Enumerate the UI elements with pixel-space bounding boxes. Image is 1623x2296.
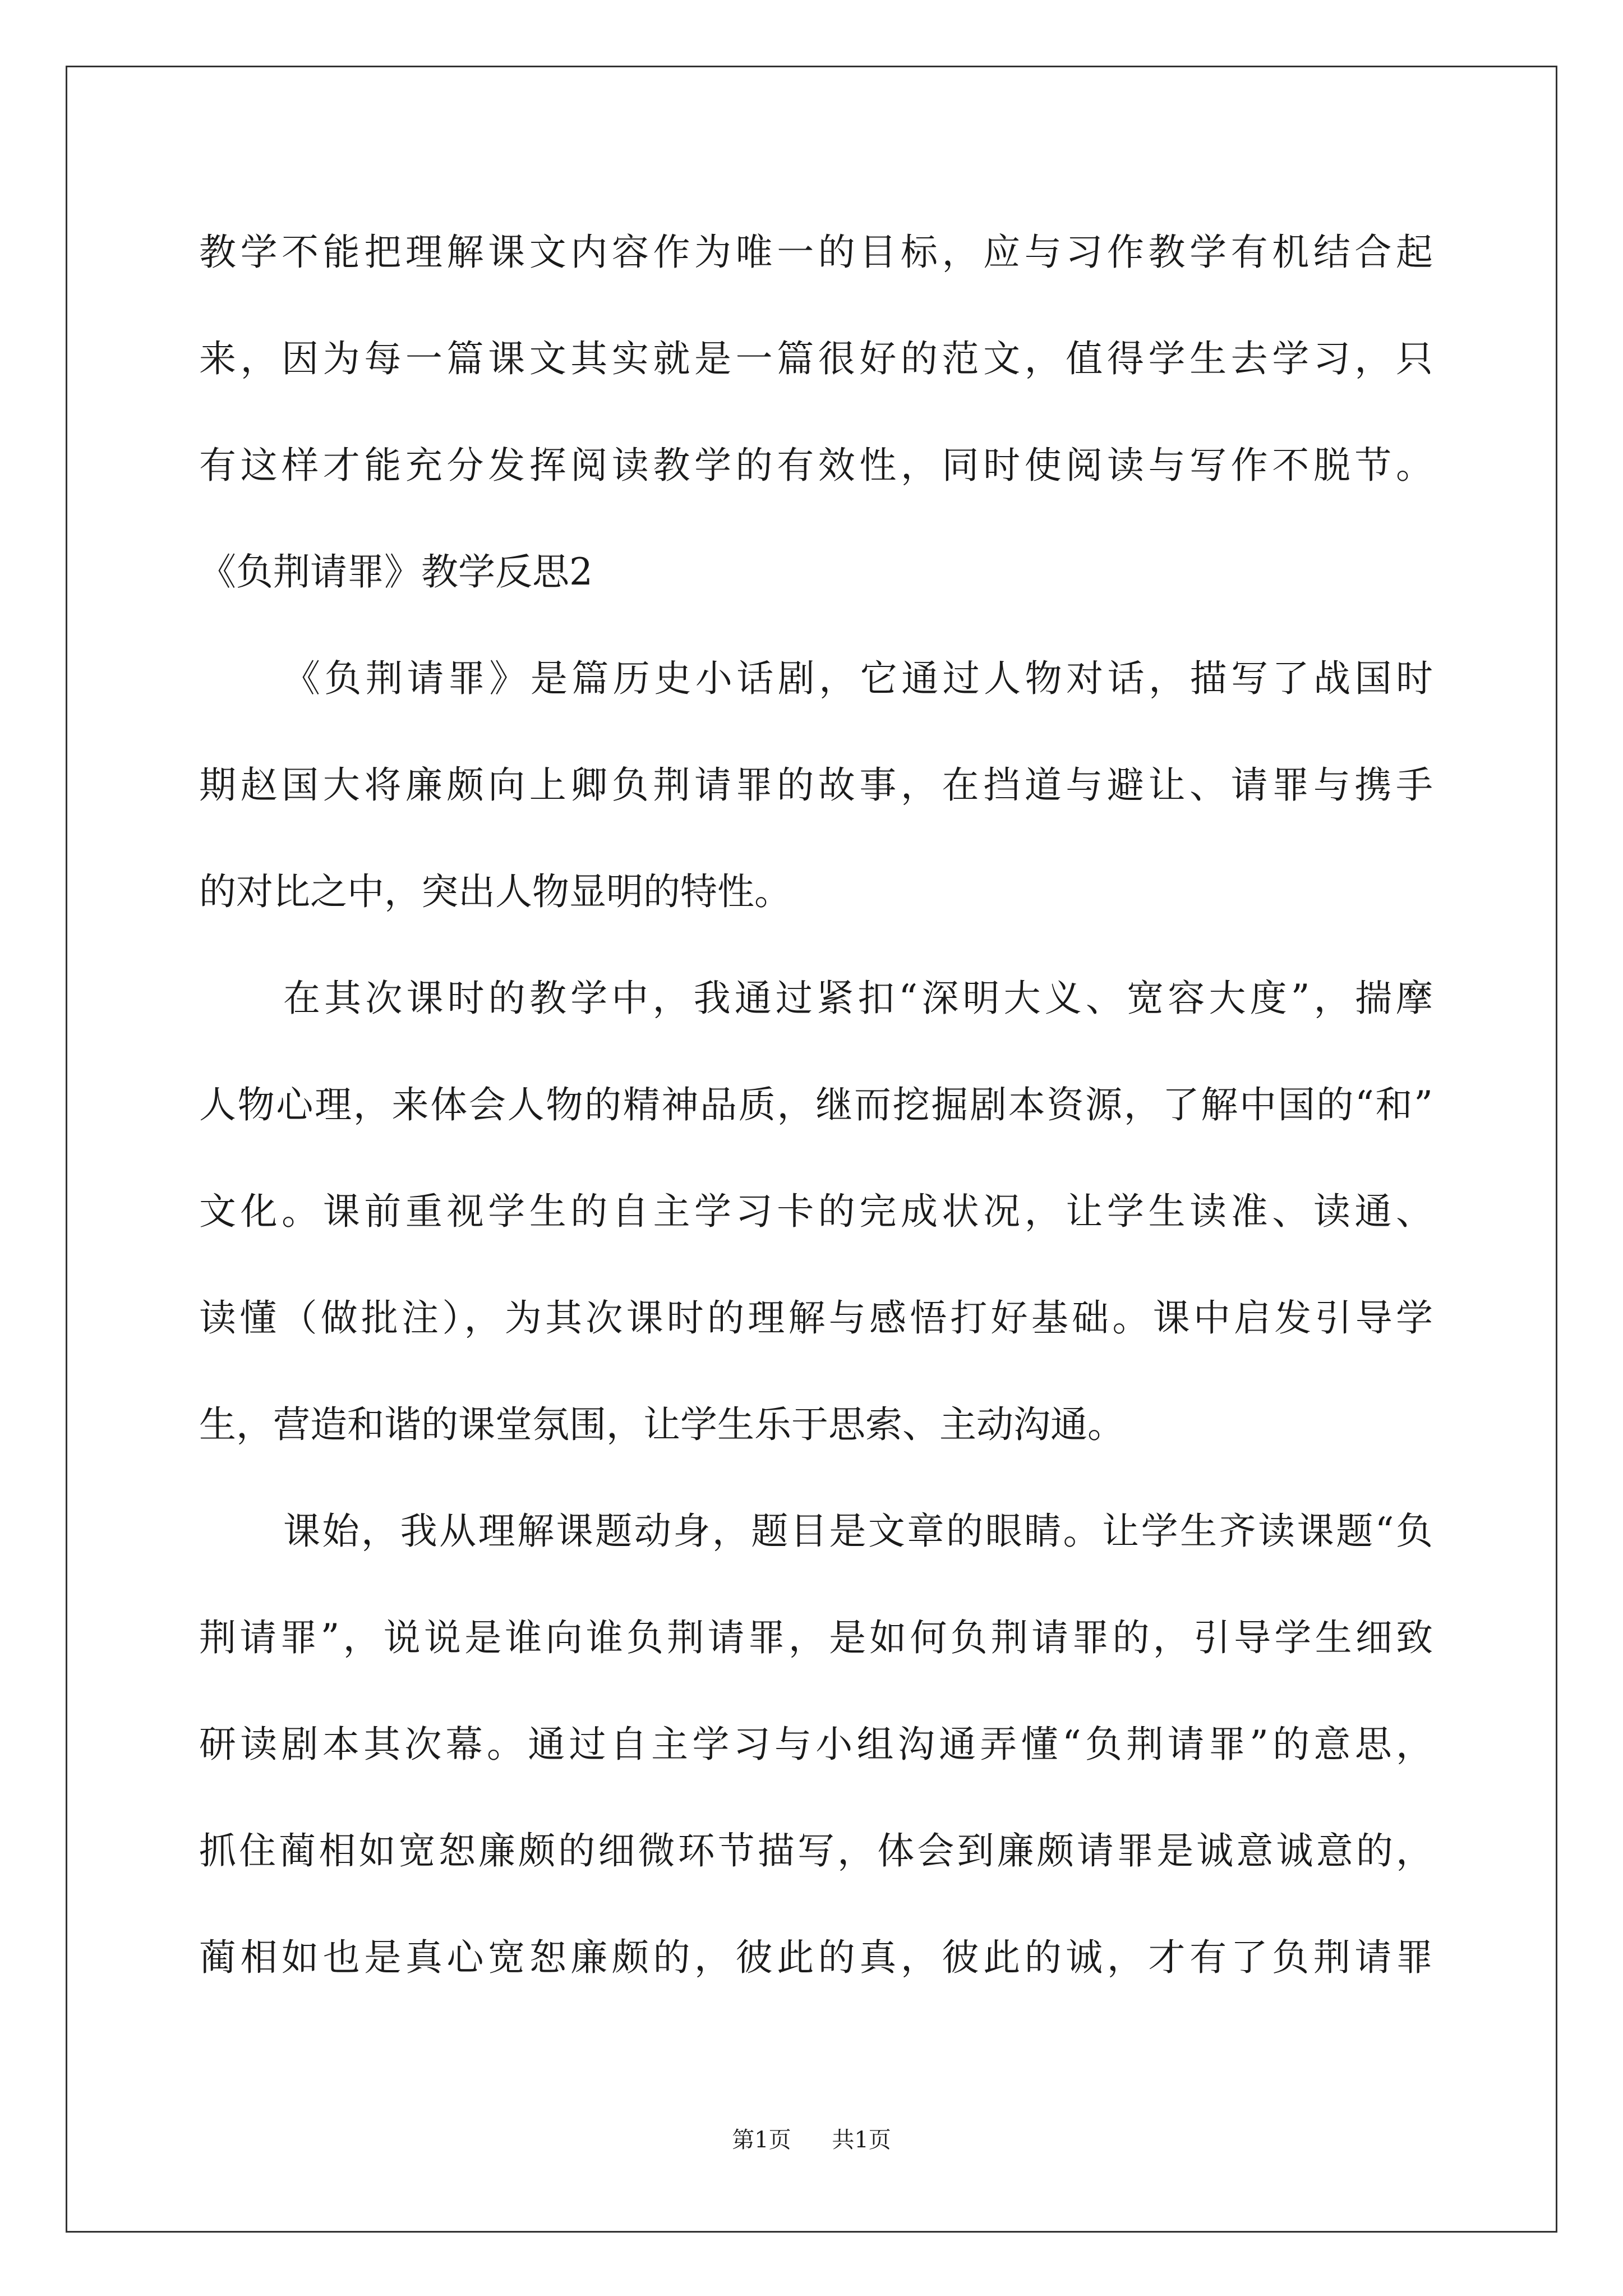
paragraph-line: 期赵国大将廉颇向上卿负荆请罪的故事，在挡道与避让、请罪与携手 <box>199 763 1433 807</box>
page-number: 第1页 <box>732 2127 791 2153</box>
paragraph-line: 文化。课前重视学生的自主学习卡的完成状况，让学生读准、读通、 <box>199 1190 1433 1233</box>
paragraph-line: 荆请罪”，说说是谁向谁负荆请罪，是如何负荆请罪的，引导学生细致 <box>199 1616 1433 1659</box>
paragraph-line: 来，因为每一篇课文其实就是一篇很好的范文，值得学生去学习，只 <box>199 337 1433 380</box>
paragraph-line: 抓住蔺相如宽恕廉颇的细微环节描写，体会到廉颇请罪是诚意诚意的， <box>199 1829 1433 1872</box>
paragraph-line: 生，营造和谐的课堂氛围，让学生乐于思索、主动沟通。 <box>199 1403 1124 1446</box>
paragraph-line: 课始，我从理解课题动身，题目是文章的眼睛。让学生齐读课题“负 <box>283 1510 1433 1553</box>
paragraph-line: 读懂（做批注），为其次课时的理解与感悟打好基础。课中启发引导学 <box>199 1296 1433 1340</box>
paragraph-line: 人物心理，来体会人物的精神品质，继而挖掘剧本资源，了解中国的“和” <box>199 1083 1433 1126</box>
paragraph-line: 《负荆请罪》是篇历史小话剧，它通过人物对话，描写了战国时 <box>283 657 1433 700</box>
page-total: 共1页 <box>832 2127 891 2153</box>
paragraph-line: 蔺相如也是真心宽恕廉颇的，彼此的真，彼此的诚，才有了负荆请罪 <box>199 1936 1433 1979</box>
document-body <box>199 222 1433 2033</box>
paragraph-line: 教学不能把理解课文内容作为唯一的目标，应与习作教学有机结合起 <box>199 231 1433 274</box>
paragraph-line: 有这样才能充分发挥阅读教学的有效性，同时使阅读与写作不脱节。 <box>199 444 1433 487</box>
page-footer <box>0 2123 1623 2157</box>
paragraph-line: 的对比之中，突出人物显明的特性。 <box>199 870 791 913</box>
paragraph-line: 在其次课时的教学中，我通过紧扣“深明大义、宽容大度”，揣摩 <box>283 977 1433 1020</box>
paragraph-line: 研读剧本其次幕。通过自主学习与小组沟通弄懂“负荆请罪”的意思， <box>199 1723 1433 1766</box>
section-heading: 《负荆请罪》教学反思2 <box>199 550 593 593</box>
